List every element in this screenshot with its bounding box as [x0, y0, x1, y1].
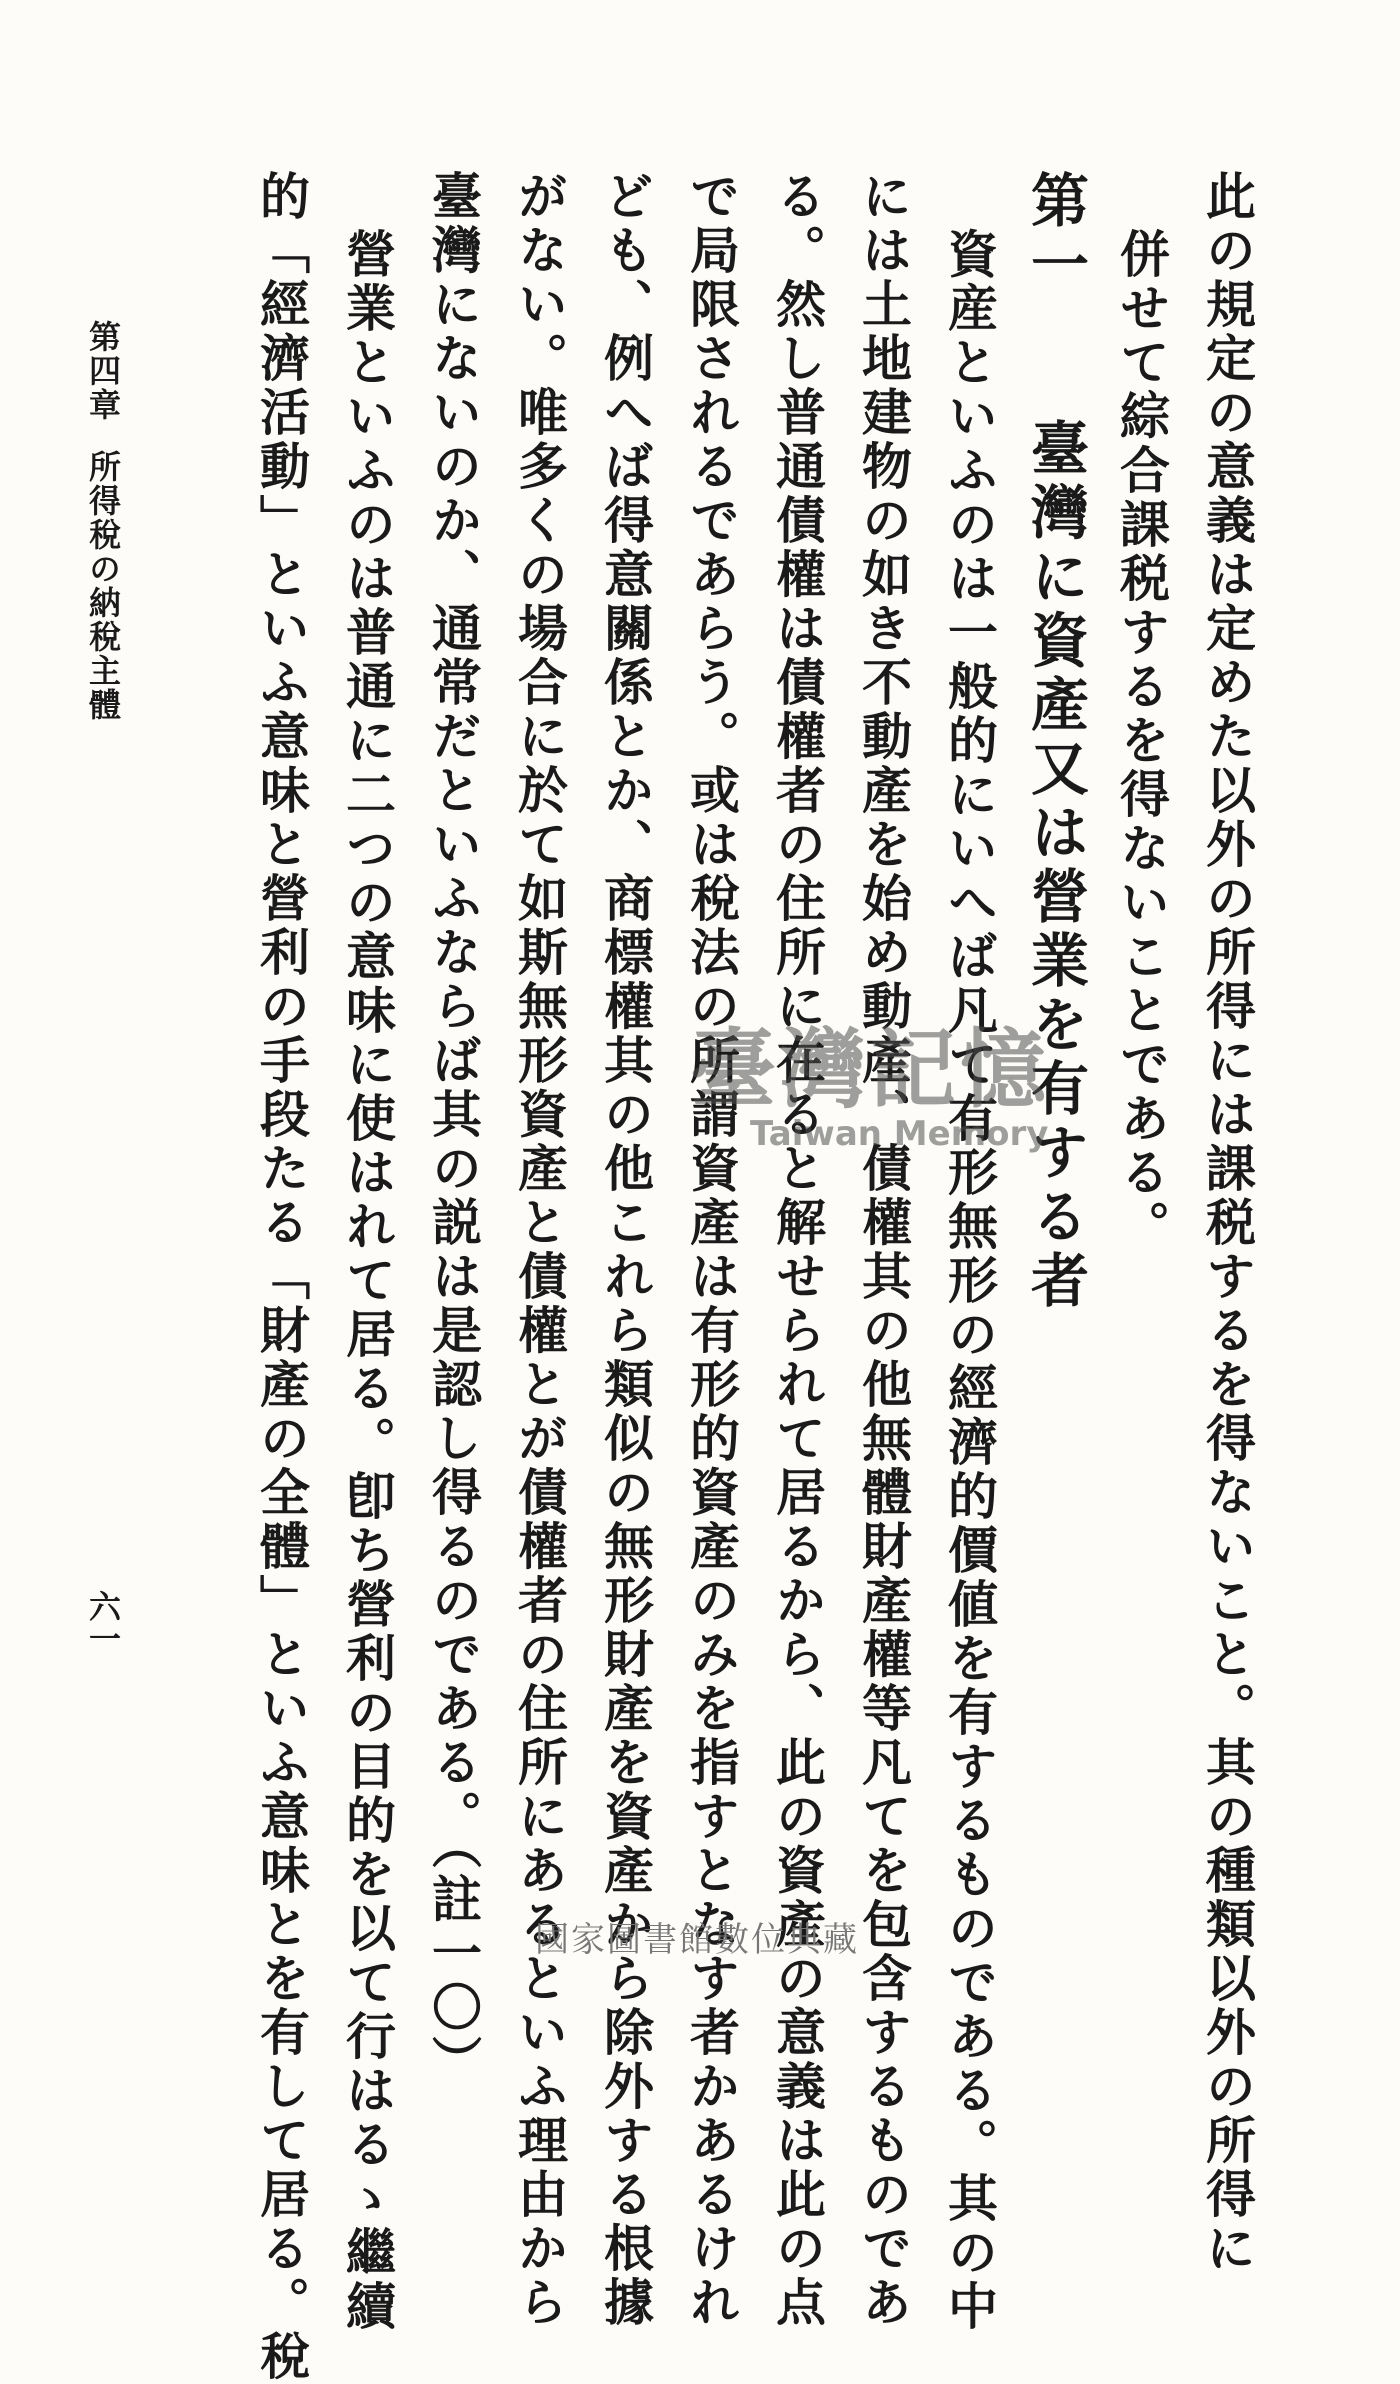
text-line-9: 臺灣にないのか、通常だといふならば其の説は是認し得るのである。（註一〇） — [424, 170, 483, 2089]
watermark-en: Taiwan Memory — [750, 1114, 1049, 1154]
running-footer — [80, 320, 126, 722]
watermark-cjk: 臺灣記憶 — [690, 1020, 1050, 1120]
text-line-1: 此の規定の意義は定めた以外の所得には課税するを得ないこと。其の種類以外の所得に — [1198, 170, 1257, 2276]
text-line-10: 營業といふのは普通に二つの意味に使はれて居る。卽ち營利の目的を以て行はるゝ繼續 — [338, 228, 397, 2334]
text-line-8: がない。唯多くの場合に於て如斯無形資產と債權とが債權者の住所にあるといふ理由から — [510, 170, 569, 2330]
section-heading-number: 第一 — [1021, 170, 1089, 298]
text-line-6: で局限されるであらう。或は稅法の所謂資產は有形的資產のみを指すとなす者かあるけれ — [682, 170, 741, 2330]
text-line-4: には土地建物の如き不動產を始め動產、債權其の他無體財產權等凡てを包含するものであ — [854, 170, 913, 2330]
text-line-5: る。然し普通債權は債權者の住所に在ると解せられて居るから、此の資產の意義は此の点 — [768, 170, 827, 2330]
text-line-11: 的「經濟活動」といふ意味と營利の手段たる「財產の全體」といふ意味とを有して居る。稅 — [252, 170, 311, 2384]
text-line-2: 併せて綜合課税するを得ないことである。 — [1112, 228, 1171, 1254]
page-number: 六一 — [84, 1590, 122, 1654]
chapter-title: 所得稅の納稅主體 — [84, 450, 122, 722]
taiwan-memory-watermark — [690, 1000, 1050, 1154]
text-line-7: ども、例へば得意關係とか、商標權其の他これら類似の無形財產を資產から除外する根據 — [596, 170, 655, 2330]
chapter-label: 第四章 — [84, 320, 122, 422]
library-credit: 國家圖書館數位典藏 — [535, 1920, 859, 1960]
text-line-3: 資産といふのは一般的にいへば凡て有形無形の經濟的價値を有するものである。其の中 — [940, 228, 999, 2334]
section-heading-title: 臺灣に資產又は營業を有する者 — [1021, 418, 1089, 1314]
